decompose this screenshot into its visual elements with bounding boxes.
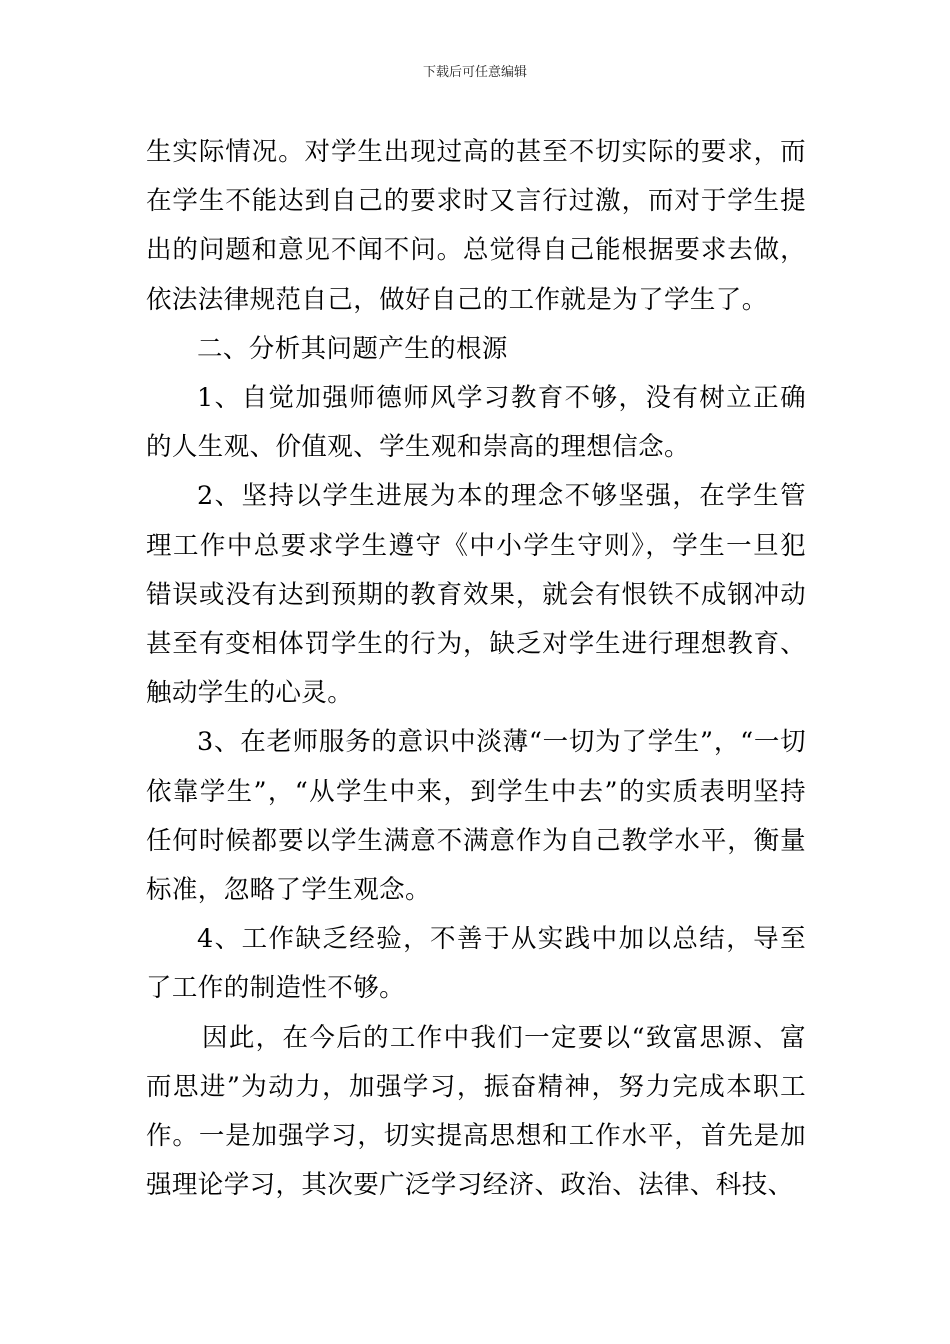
- paragraph-item-2: 2、坚持以学生进展为本的理念不够坚强，在学生管理工作中总要求学生遵守《中小学生守则》，学生一旦犯错误或没有达到预期的教育效果，就会有恨铁不成钢冲动甚至有变相体罚学生的行为，缺乏对学生进行理想教育、触动学生的心灵。: [146, 481, 806, 709]
- page-header: 下载后可任意编辑: [422, 65, 527, 80]
- paragraph-continuation: 生实际情况。对学生出现过高的甚至不切实际的要求，而在学生不能达到自己的要求时又言行过激，而对于学生提出的问题和意见不闻不问。总觉得自己能根据要求去做，依法法律规范自己，做好自己的工作就是为了学生了。: [146, 137, 806, 315]
- section-heading: 二、分析其问题产生的根源: [197, 333, 508, 364]
- document-body: [146, 128, 806, 1210]
- paragraph-item-4: 4、工作缺乏经验，不善于从实践中加以总结，导至了工作的制造性不够。: [146, 924, 806, 1004]
- paragraph-conclusion: 因此，在今后的工作中我们一定要以“致富思源、富而思进”为动力，加强学习，振奋精神，努力完成本职工作。一是加强学习，切实提高思想和工作水平，首先是加强理论学习，其次要广泛学习经济、政治、法律、科技、: [146, 1022, 806, 1201]
- paragraph-item-1: 1、自觉加强师德师风学习教育不够，没有树立正确的人生观、价值观、学生观和崇高的理想信念。: [146, 383, 806, 463]
- paragraph-item-3: 3、在老师服务的意识中淡薄“一切为了学生”，“一切依靠学生”，“从学生中来，到学生中去”的实质表明坚持任何时候都要以学生满意不满意作为自己教学水平，衡量标准，忽略了学生观念。: [146, 727, 806, 906]
